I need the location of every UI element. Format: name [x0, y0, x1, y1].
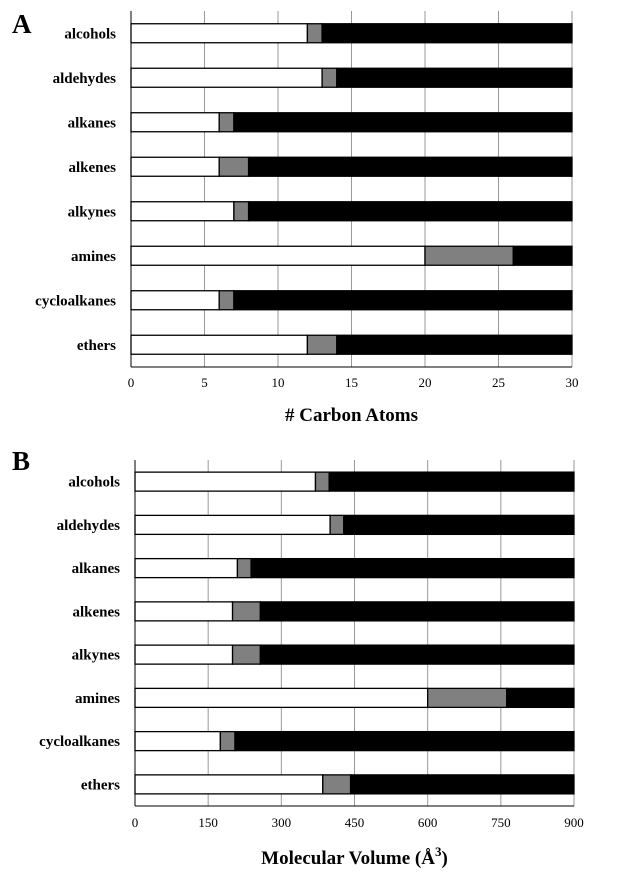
chart-a-bar-segment-1	[131, 24, 307, 43]
chart-a-category-label: alcohols	[64, 26, 116, 43]
chart-a-bar-segment-1	[131, 202, 234, 221]
chart-b-x-tick-label: 0	[131, 815, 139, 830]
chart-b-category-label: ethers	[80, 777, 120, 794]
chart-b-bar-segment-1	[135, 688, 428, 707]
chart-b-bar-segment-1	[135, 645, 233, 664]
chart-b-bar-segment-3	[260, 645, 574, 664]
chart-b-bar-segment-2	[323, 775, 351, 794]
chart-a-bar-segment-3	[249, 157, 572, 176]
chart-b-category-label: alkenes	[72, 604, 120, 621]
chart-b-x-tick-label: 450	[344, 815, 365, 830]
chart-a-category-label: cycloalkanes	[35, 293, 116, 310]
chart-a-bar-segment-1	[131, 246, 425, 265]
chart-a-bar-segment-3	[513, 246, 572, 265]
chart-a-bar-segment-1	[131, 157, 219, 176]
chart-b-bar-segment-1	[135, 559, 237, 578]
chart-b-x-axis-title: Molecular Volume $(Å^3)$	[261, 844, 448, 869]
chart-b-bar-segment-1	[135, 472, 315, 491]
chart-a-bar-segment-2	[307, 24, 322, 43]
chart-b-bar-segment-2	[237, 559, 251, 578]
chart-b-bar-segment-1	[135, 515, 330, 534]
chart-b-bar-segment-3	[251, 559, 574, 578]
chart-a-x-tick-label: 25	[492, 375, 505, 390]
chart-a-bar-segment-1	[131, 113, 219, 132]
chart-a-x-axis-title: # Carbon Atoms	[284, 405, 419, 426]
chart-a-bar-segment-2	[219, 157, 248, 176]
chart-b-bar-segment-1	[135, 732, 220, 751]
chart-a-x-tick-label: 15	[345, 375, 358, 390]
chart-a-bar-segment-3	[234, 291, 572, 310]
chart-a-category-label: aldehydes	[52, 70, 116, 87]
chart-a-bar-segment-2	[234, 202, 249, 221]
chart-b-x-tick-label: 300	[271, 815, 292, 830]
chart-b-bar-segment-3	[344, 515, 574, 534]
chart-a-category-label: ethers	[76, 337, 116, 354]
chart-a-bar-segment-3	[249, 202, 572, 221]
chart-b-bar-segment-3	[329, 472, 574, 491]
chart-a-svg	[0, 0, 618, 430]
chart-a-bar-segment-1	[131, 291, 219, 310]
chart-a-bar-segment-2	[322, 68, 337, 87]
chart-a-category-label: alkynes	[67, 204, 116, 221]
chart-a-x-tick-label: 5	[201, 375, 208, 390]
chart-b-x-tick-label: 600	[417, 815, 438, 830]
chart-a-bar-segment-3	[234, 113, 572, 132]
chart-b-bar-segment-2	[315, 472, 329, 491]
chart-b-category-label: alkanes	[71, 561, 120, 578]
chart-a-bar-segment-3	[337, 335, 572, 354]
chart-b-bar-segment-2	[220, 732, 235, 751]
chart-b-bar-segment-3	[260, 602, 574, 621]
chart-b-category-label: amines	[75, 690, 120, 707]
chart-a-x-tick-label: 10	[271, 375, 285, 390]
chart-a-category-label: amines	[71, 248, 116, 265]
chart-b-bar-segment-3	[507, 688, 574, 707]
chart-a-bar-segment-3	[322, 24, 572, 43]
chart-a-x-tick-label: 30	[565, 375, 579, 390]
chart-a-bar-segment-2	[219, 291, 234, 310]
chart-b-svg	[0, 440, 618, 876]
chart-b-x-tick-label: 900	[564, 815, 584, 830]
chart-a-panel-label: A	[12, 9, 32, 39]
chart-a-bar-segment-2	[307, 335, 336, 354]
chart-a-bar-segment-1	[131, 335, 307, 354]
chart-a-bar-segment-2	[425, 246, 513, 265]
chart-panel-a	[0, 0, 618, 430]
chart-b-bar-segment-3	[235, 732, 574, 751]
chart-b-bar-segment-2	[330, 515, 344, 534]
chart-a-bar-segment-1	[131, 68, 322, 87]
chart-a-bar-segment-3	[337, 68, 572, 87]
chart-a-bar-segment-2	[219, 113, 234, 132]
chart-b-x-tick-label: 750	[491, 815, 511, 830]
chart-a-x-tick-label: 20	[418, 375, 432, 390]
chart-b-bar-segment-2	[428, 688, 507, 707]
chart-b-bar-segment-3	[351, 775, 574, 794]
chart-b-category-label: aldehydes	[56, 517, 120, 534]
chart-a-category-label: alkenes	[68, 159, 116, 176]
chart-b-bar-segment-2	[233, 645, 261, 664]
chart-a-x-tick-label: 0	[127, 375, 135, 390]
chart-b-category-label: cycloalkanes	[39, 734, 120, 751]
chart-panel-b	[0, 440, 618, 876]
chart-b-panel-label: B	[12, 446, 31, 476]
chart-a-category-label: alkanes	[67, 115, 116, 132]
chart-b-x-tick-label: 150	[198, 815, 218, 830]
chart-b-bar-segment-1	[135, 775, 323, 794]
chart-b-category-label: alkynes	[71, 647, 120, 664]
chart-b-category-label: alcohols	[68, 474, 120, 491]
chart-b-bar-segment-1	[135, 602, 233, 621]
chart-b-bar-segment-2	[233, 602, 261, 621]
